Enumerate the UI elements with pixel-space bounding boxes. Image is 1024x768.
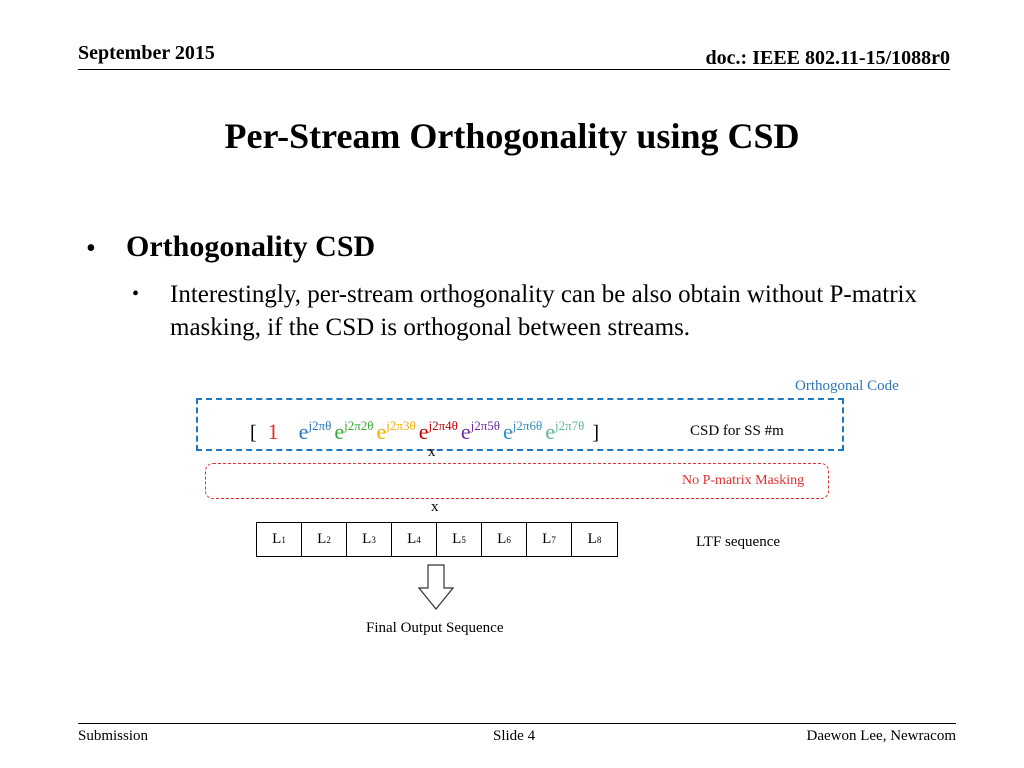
- footer-submission: Submission: [78, 728, 149, 744]
- csd-term: $e^{j2\pi 3\theta}$: [376, 418, 416, 444]
- ltf-cell: L 5: [437, 523, 482, 556]
- final-output-label: Final Output Sequence: [366, 620, 504, 636]
- csd-term: $e^{j2\pi 4\theta}$: [418, 418, 458, 444]
- header-date: September 2015: [78, 42, 215, 64]
- csd-vector: [250, 418, 599, 445]
- ltf-cell: L 6: [482, 523, 527, 556]
- down-arrow-icon: [418, 564, 454, 610]
- slide-title: Per-Stream Orthogonality using CSD: [224, 116, 800, 156]
- csd-term: $e^{j2\pi 5\theta}$: [460, 418, 501, 444]
- footer-divider: [78, 723, 956, 724]
- csd-term: $e^{j2\pi\theta}$: [298, 418, 332, 444]
- ltf-cell: L 1: [257, 523, 302, 556]
- csd-term: $e^{j2\pi 6\theta}$: [503, 418, 543, 444]
- csd-terms: [262, 418, 588, 444]
- header-divider: [78, 69, 950, 70]
- csd-term: 1: [267, 419, 279, 444]
- bullet-dot-level1: •: [86, 233, 96, 264]
- ltf-cell: L 2: [302, 523, 347, 556]
- csd-label: CSD for SS #m: [690, 423, 784, 439]
- multiply-sign-1: x: [428, 444, 436, 460]
- bullet-level1: Orthogonality CSD: [126, 230, 376, 263]
- bullet-dot-level2: •: [132, 283, 140, 305]
- csd-open-bracket: [: [250, 422, 257, 444]
- ltf-cell: L 4: [392, 523, 437, 556]
- orthogonal-code-label: Orthogonal Code: [795, 378, 899, 394]
- ltf-cell: L 7: [527, 523, 572, 556]
- no-pmatrix-label: No P-matrix Masking: [682, 473, 805, 488]
- ltf-cell: L 8: [587, 531, 602, 547]
- header-doc-id: doc.: IEEE 802.11-15/1088r0: [705, 47, 950, 69]
- csd-close-bracket: ]: [592, 422, 600, 444]
- footer-slide-number: Slide 4: [493, 728, 536, 744]
- multiply-sign-2: x: [431, 499, 439, 515]
- bullet-level2: Interestingly, per-stream orthogonality can be also obtain without P-matrix masking, if the CSD is orthogonal between streams.: [170, 281, 917, 341]
- ltf-cell: L 3: [347, 523, 392, 556]
- ltf-label: LTF sequence: [696, 534, 781, 550]
- ltf-sequence-table: [256, 522, 618, 557]
- csd-term: $e^{j2\pi 2\theta}$: [334, 418, 374, 444]
- footer-author: Daewon Lee, Newracom: [806, 728, 956, 744]
- csd-term: $e^{j2\pi 7\theta}$: [545, 418, 585, 444]
